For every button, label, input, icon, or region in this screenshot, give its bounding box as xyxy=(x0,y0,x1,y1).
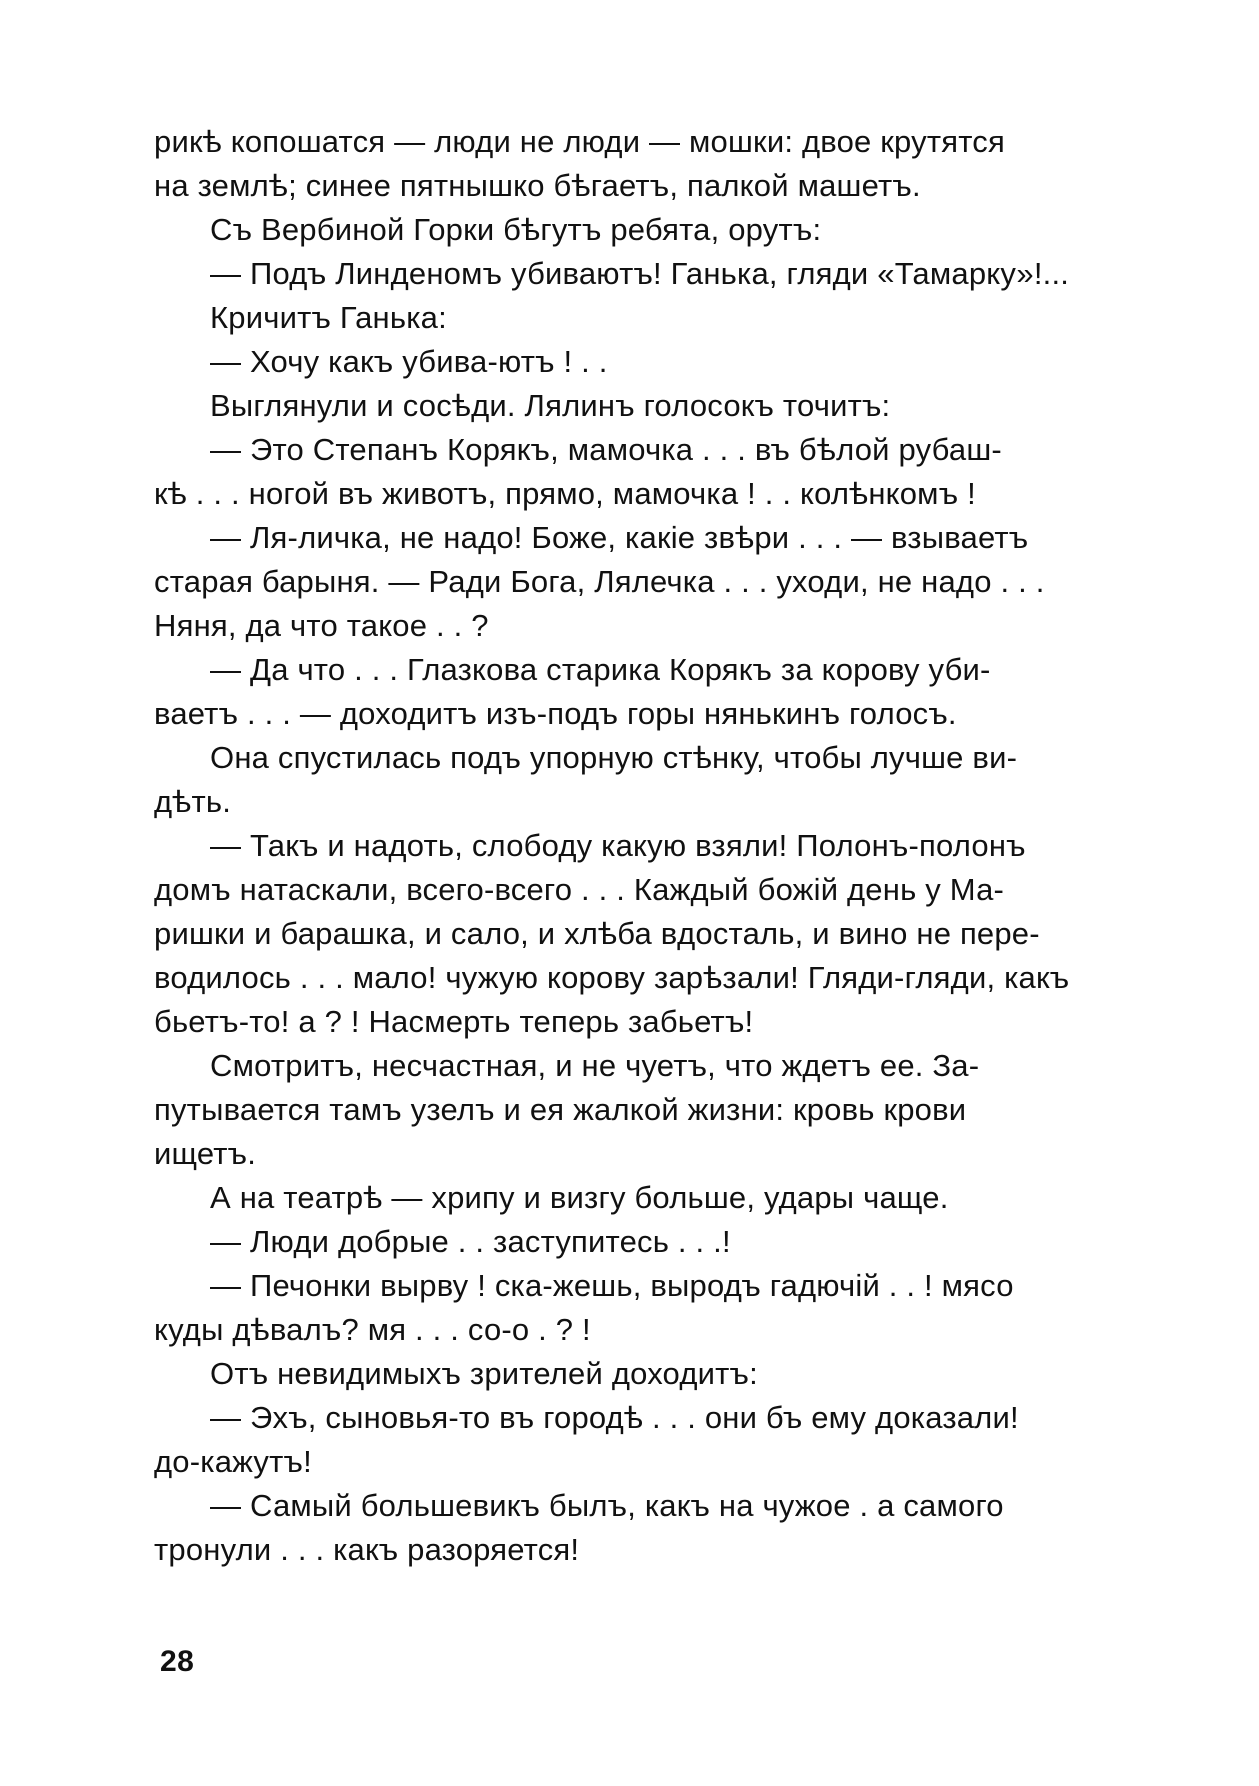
text-line: — Подъ Линденомъ убиваютъ! Ганька, гляди «Тамарку»!... xyxy=(210,256,1070,291)
text-line: Няня, да что такое . . ? xyxy=(154,608,489,643)
text-line: ищетъ. xyxy=(154,1136,257,1171)
text-line: куды дѣвалъ? мя . . . со-о . ? ! xyxy=(154,1312,591,1347)
text-line: — Такъ и надоть, слободу какую взяли! Полонъ-полонъ xyxy=(210,828,1026,863)
text-line: кѣ . . . ногой въ животъ, прямо, мамочка ! . . колѣнкомъ ! xyxy=(154,476,976,511)
text-line: Она спустилась подъ упорную стѣнку, чтобы лучше ви- xyxy=(210,740,1018,775)
text-line: — Самый большевикъ былъ, какъ на чужое . а самого xyxy=(210,1488,1004,1523)
text-line: ваетъ . . . — доходитъ изъ-подъ горы нянькинъ голосъ. xyxy=(154,696,957,731)
text-line: Кричитъ Ганька: xyxy=(210,300,447,335)
text-line: тронули . . . какъ разоряется! xyxy=(154,1532,580,1567)
text-line: домъ натаскали, всего-всего . . . Каждый божій день у Ма- xyxy=(154,872,1005,907)
text-line: бьетъ-то! а ? ! Насмерть теперь забьетъ! xyxy=(154,1004,754,1039)
text-line: старая барыня. — Ради Бога, Лялечка . . . уходи, не надо . . . xyxy=(154,564,1045,599)
text-line: — Печонки вырву ! ска-жешь, выродъ гадючій . . ! мясо xyxy=(210,1268,1014,1303)
text-line: Смотритъ, несчастная, и не чуетъ, что ждетъ ее. За- xyxy=(210,1048,980,1083)
text-line: путывается тамъ узелъ и ея жалкой жизни: кровь крови xyxy=(154,1092,967,1127)
text-line: — Люди добрые . . заступитесь . . .! xyxy=(210,1224,731,1259)
text-line: рикѣ копошатся — люди не люди — мошки: двое крутятся xyxy=(154,124,1005,159)
text-line: водилось . . . мало! чужую корову зарѣзали! Гляди-гляди, какъ xyxy=(154,960,1070,995)
page-text xyxy=(154,120,1114,1572)
text-line: Съ Вербиной Горки бѣгутъ ребята, орутъ: xyxy=(210,212,822,247)
text-line: до-кажутъ! xyxy=(154,1444,312,1479)
text-line: Отъ невидимыхъ зрителей доходитъ: xyxy=(210,1356,758,1391)
text-line: дѣть. xyxy=(154,784,232,819)
text-line: — Эхъ, сыновья-то въ городѣ . . . они бъ ему доказали! xyxy=(210,1400,1019,1435)
text-line: на землѣ; синее пятнышко бѣгаетъ, палкой машетъ. xyxy=(154,168,921,203)
text-line: — Ля-личка, не надо! Боже, какіе звѣри . . . — взываетъ xyxy=(210,520,1029,555)
page-number: 28 xyxy=(160,1645,195,1678)
text-line: — Это Степанъ Корякъ, мамочка . . . въ бѣлой рубаш- xyxy=(210,432,1002,467)
text-line: Выглянули и сосѣди. Лялинъ голосокъ точитъ: xyxy=(210,388,891,423)
text-line: — Да что . . . Глазкова старика Корякъ за корову уби- xyxy=(210,652,991,687)
text-line: ришки и барашка, и сало, и хлѣба вдосталь, и вино не пере- xyxy=(154,916,1040,951)
text-line: А на театрѣ — хрипу и визгу больше, удары чаще. xyxy=(210,1180,949,1215)
text-line: — Хочу какъ убива-ютъ ! . . xyxy=(210,344,608,379)
